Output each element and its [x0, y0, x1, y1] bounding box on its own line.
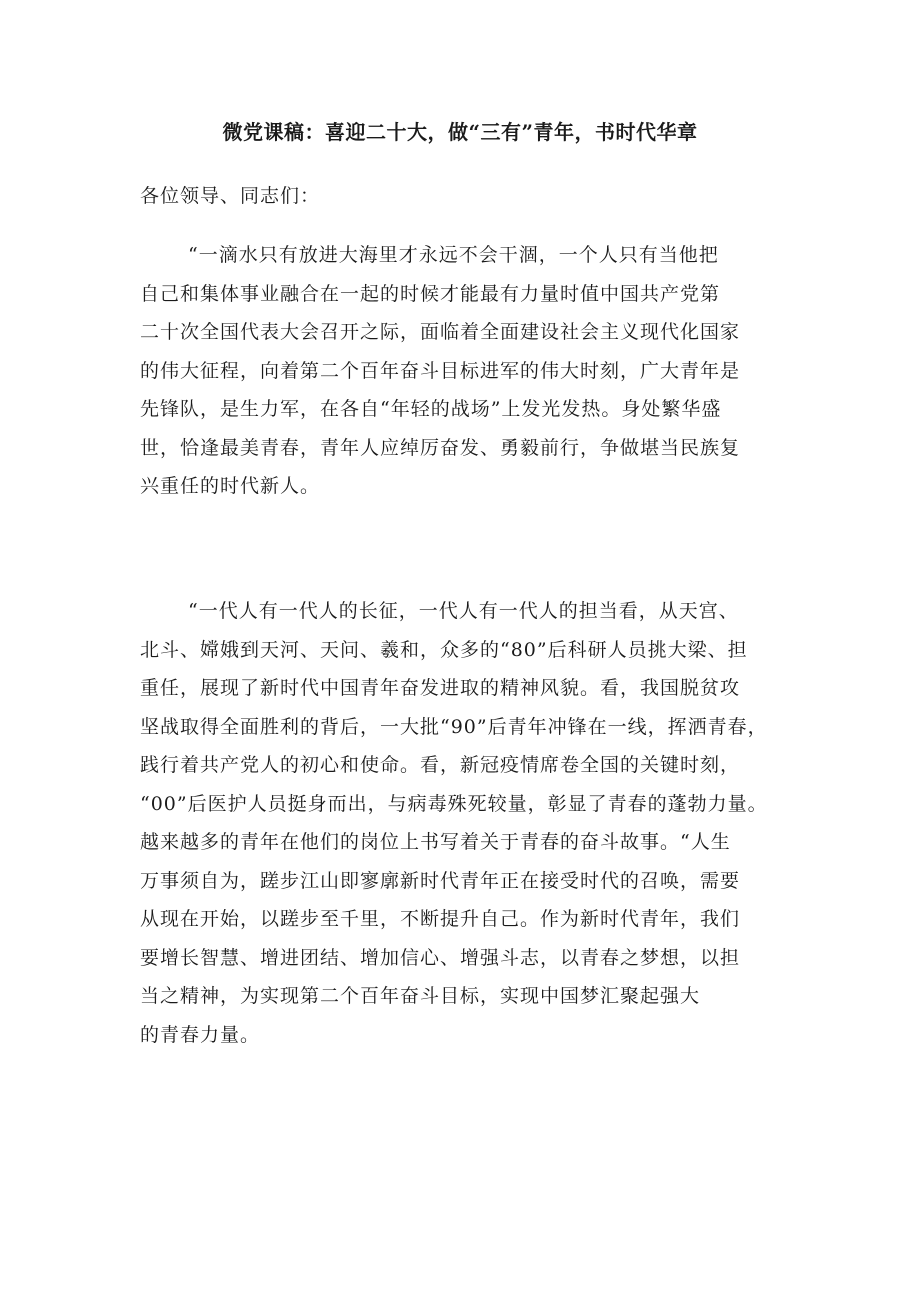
- paragraph-1-line: 的伟大征程，向着第二个百年奋斗目标进军的伟大时刻，广大青年是: [140, 360, 741, 382]
- paragraph-2-line: 当之精神，为实现第二个百年奋斗目标，实现中国梦汇聚起强大: [140, 985, 701, 1007]
- paragraph-2-line: “00”后医护人员挺身而出，与病毒殊死较量，彰显了青春的蓬勃力量。: [140, 793, 768, 815]
- document-title: 微党课稿：喜迎二十大，做“三有”青年，书时代华章: [222, 120, 698, 144]
- salutation: 各位领导、同志们：: [140, 185, 321, 207]
- paragraph-2-line: 的青春力量。: [140, 1024, 261, 1046]
- paragraph-2-line: 重任，展现了新时代中国青年奋发进取的精神风貌。看，我国脱贫攻: [140, 677, 741, 699]
- paragraph-1-line: 先锋队，是生力军，在各自“年轻的战场”上发光发热。身处繁华盛: [140, 398, 722, 420]
- paragraph-2-line: 践行着共产党人的初心和使命。看，新冠疫情席卷全国的关键时刻，: [140, 754, 741, 776]
- paragraph-1-line: 兴重任的时代新人。: [140, 475, 321, 497]
- paragraph-1-line: “一滴水只有放进大海里才永远不会干涸，一个人只有当他把: [188, 244, 719, 266]
- paragraph-2-line: 万事须自为，蹉步江山即寥廓新时代青年正在接受时代的召唤，需要: [140, 870, 741, 892]
- paragraph-1-line: 自己和集体事业融合在一起的时候才能最有力量时值中国共产党第: [140, 283, 721, 305]
- paragraph-1-line: 二十次全国代表大会召开之际，面临着全面建设社会主义现代化国家: [140, 321, 741, 343]
- paragraph-2-line: 要增长智慧、增进团结、增加信心、增强斗志，以青春之梦想，以担: [140, 947, 741, 969]
- paragraph-2-line: “一代人有一代人的长征，一代人有一代人的担当看，从天宫、: [188, 600, 739, 622]
- paragraph-1-line: 世，恰逢最美青春，青年人应绰厉奋发、勇毅前行，争做堪当民族复: [140, 437, 741, 459]
- paragraph-2-line: 坚战取得全面胜利的背后，一大批“90”后青年冲锋在一线，挥洒青春，: [140, 716, 768, 738]
- paragraph-2-line: 越来越多的青年在他们的岗位上书写着关于青春的奋斗故事。“人生: [140, 831, 731, 853]
- paragraph-2-line: 从现在开始，以蹉步至千里，不断提升自己。作为新时代青年，我们: [140, 908, 741, 930]
- paragraph-2-line: 北斗、嫦娥到天河、天问、羲和，众多的“80”后科研人员挑大梁、担: [140, 639, 748, 661]
